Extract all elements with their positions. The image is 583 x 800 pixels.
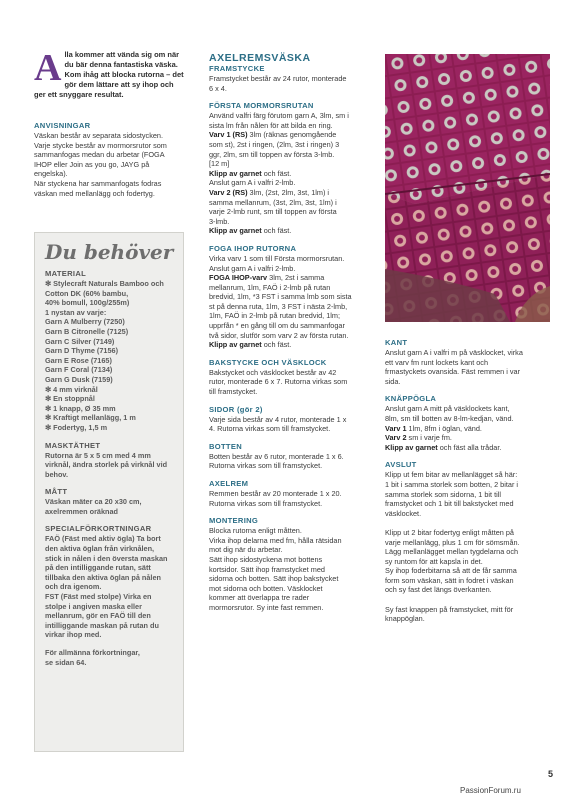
text-line: Klipp av garnet och fäst. [209,340,292,350]
gauge-body [45,451,181,480]
first-square-title: FÖRSTA MORMORSRUTAN [209,101,314,111]
page-number: 5 [548,769,554,779]
text-line: Sätt ihop sidostyckena mot bottens [209,554,323,564]
text-line: ✻ En stoppnål [45,394,95,404]
text-line: Väskan mäter ca 20 x30 cm, [45,497,142,507]
text-line: Sy fast knappen på framstycket, mitt för [385,604,514,614]
text-line: Klipp av garnet och fäst. [209,168,292,178]
mount-title: MONTERING [209,516,259,526]
text-line: form som väskan, sätt in fodret i väskan [385,575,514,585]
text-line: För allmänna förkortningar, [45,648,140,657]
bottom-title: BOTTEN [209,441,243,451]
join-title: FOGA IHOP RUTORNA [209,243,297,253]
text-line: rutor, monterade 6 x 7. Rutorna virkas som [209,377,348,387]
text-line: ✻ 4 mm virknål [45,384,98,394]
text-line: 1 nystan av varje: [45,307,107,317]
text-line: frmastyckets ovansida. Fäst remmen i var [385,367,521,377]
text-line: 40% bomull, 100g/255m) [45,298,130,308]
text-line: Framstycket består av 24 rutor, monterade [209,74,347,83]
text-line: och dra igenom. [45,582,102,592]
text-line: Varje sida består av 4 rutor, monterade 1 x [209,414,347,424]
text-line: FAÖ (Fäst med aktiv ögla) Ta bort [45,534,161,544]
text-line: varje 2-lmb runt, sm till toppen av första [209,207,337,217]
text-line: Lägg mellanlägget mellan tygdelarna och [385,547,519,557]
text-line: Blocka rutorna enligt måtten. [209,526,302,536]
text-line: väskan med mellanlägg och fodertyg. [34,188,155,198]
watermark: PassionForum.ru [460,786,521,795]
text-line: [12 m] [209,159,230,169]
text-line: Garn B Citronelle (7125) [45,326,129,336]
size-body [45,497,181,516]
text-line: ✻ 1 knapp, Ø 35 mm [45,403,116,413]
loop-body [385,404,550,452]
text-line: När styckena har sammanfogats fodras [34,178,162,188]
text-line: Klipp av garnet och fäst alla trådar. [385,442,502,452]
text-line: bredvid, 1lm, *3 FST i samma lmb som sista [209,292,352,302]
text-line: se sidan 64. [45,657,87,667]
text-line: upprfån * en gång till om du sammanfogar [209,321,345,331]
text-line: Remmen består av 20 monterade 1 x 20. [209,489,342,498]
crochet-bag-photo [385,54,550,322]
text-line: mormorsrutor. Sy inte fast remmen. [209,602,324,612]
text-line: två sidor, slutför som varv 2 av första rutan. [209,330,349,340]
strap-title: AXELREM [209,479,249,488]
text-line: Anslut garn A i valfri 2-lmb. [209,263,296,273]
material-title: MATERIAL [45,269,87,278]
text-line: Garn A Mulberry (7250) [45,317,125,327]
text-line: Klipp av garnet och fäst. [209,226,292,236]
text-line: ✻ Fodertyg, 1,5 m [45,422,108,432]
text-line: Varv 1 (RS) 3lm (räknas genomgående [209,130,337,140]
text-line: Använd valfri färg förutom garn A, 3lm, sm i [209,111,349,121]
text-line [385,518,550,528]
text-line: Anslut garn A i valfri 2-lmb. [209,178,296,188]
text-line: Virka ihop delarna med fm, hålla rätsidan [209,535,342,545]
text-line: varje mellanlägg, plus 1 cm för sömsmån. [385,537,520,547]
intro-block [34,47,184,100]
instructions-section [34,121,184,198]
finish-title: AVSLUT [385,460,417,470]
text-line: virknål, ändra storlek på virknål vid [45,460,168,470]
abbr-title: SPECIALFÖRKORTNINGAR [45,524,152,534]
instructions-title: ANVISNINGAR [34,121,91,130]
text-line: IHOP eller Join as you go, JAYG på [34,159,150,169]
text-line: Cotton DK (60% bambu, [45,288,129,298]
text-line: Virka varv 1 som till Första mormorsrutan. [209,253,345,263]
text-line: Anslut garn A i valfri m på väsklocket, virka [385,348,523,357]
text-line: mellanrum, 1lm, FAÖ i 2-lmb på rutan [209,282,331,292]
text-line: behov. [45,469,68,479]
text-line: till framstycket. [209,387,258,397]
intro-text: lla kommer att vända sig om när du bär denna fantastiska väska. Kom ihåg att blocka rutorna – det gör dem lättare att sy ihop och ger ett snyggare resultat. [34,50,184,99]
text-line: Klipp ut fem bitar av mellanlägget så här: [385,470,518,480]
instructions-body [34,131,184,198]
text-line: intilliggande maskan på rutan du [45,620,159,630]
text-line: ggr, 2lm, sm till toppen av första 3-lmb. [209,149,335,159]
back-body [209,368,375,397]
text-line: virkar ihop med. [45,630,102,640]
text-line: Garn E Rose (7165) [45,355,112,365]
more-abbr-note [45,648,181,667]
text-line: mot sidorna och botten. Väsklocket [209,583,323,593]
text-line: på den intilliggande rutan, sätt [45,563,151,573]
text-line: tillbaka den aktiva öglan på nålen [45,572,161,582]
text-line: den aktiva öglan från virknålen, [45,544,155,554]
finishing-column [385,338,550,624]
size-title: MÅTT [45,487,68,497]
text-line: Väskan består av separata sidostycken. [34,131,163,140]
loop-title: KNÄPPÖGLA [385,394,437,404]
text-line: st på denna ruta, 1lm, 3 FST i nästa 2-lmb, [209,301,348,311]
text-line: ett varv fm runt lockets kant och [385,357,489,367]
text-line: samma mellanrum, (3st, 2lm, 3st, 1lm) i [209,197,337,207]
text-line: 6 x 4. [209,83,227,93]
text-line: och sy fast det längs överkanten. [385,585,492,595]
finish-body [385,470,550,624]
front-title: FRAMSTYCKE [209,64,265,73]
text-line: Bakstycket och väsklocket består av 42 [209,367,337,377]
text-line: kommer att överlappa tre rader [209,593,310,603]
front-body [209,74,375,93]
pattern-column [209,52,375,613]
text-line: kortsidor. Sätt ihop framstycket med [209,564,325,574]
sides-body [209,415,375,434]
text-line: Garn F Coral (7134) [45,365,113,375]
join-body [209,254,375,350]
back-title: BAKSTYCKE OCH VÄSKLOCK [209,357,327,367]
text-line: 1 bit i samma storlek som botten, 2 bitar i [385,479,519,489]
text-line [385,595,550,605]
bottom-body [209,452,375,471]
text-line: sidorna och botten. Sätt ihop bakstycket [209,574,339,584]
text-line: sida. [385,376,401,386]
material-list [45,279,181,433]
text-line: Klipp ut 2 bitar fodertyg enligt måtten på [385,527,514,537]
text-line: Varv 2 sm i varje fm. [385,433,452,443]
text-line: framstycket och 1 bit till bakstycket med [385,499,514,509]
abbr-body [45,534,181,640]
text-line: Garn C Silver (7149) [45,336,115,346]
text-line: Varv 1 1lm, 8fm i öglan, vänd. [385,423,482,433]
text-line: ✻ Kraftigt mellanlägg, 1 m [45,413,136,423]
text-line: engelska). [34,169,68,179]
text-line: Anslut garn A mitt på väsklockets kant, [385,404,510,414]
text-line: ✻ Stylecraft Naturals Bamboo och [45,279,164,288]
text-line: Rutorna virkas som till framstycket. [209,461,323,471]
text-line: sammanfogas medan du arbetar (FOGA [34,150,165,160]
edge-body [385,348,550,386]
text-line: Garn D Thyme (7156) [45,346,118,356]
text-line: mot dig när du arbetar. [209,545,283,555]
text-line: 3-lmb. [209,216,230,226]
text-line: FST (Fäst med stolpe) Virka en [45,592,152,602]
text-line: 4. Rutorna virkas som till framstycket. [209,424,331,434]
dropcap: A [34,47,62,89]
text-line: knappöglan. [385,614,425,624]
text-line: sy runtom för att kapsla in det. [385,556,483,566]
text-line: stolpe i angiven maska eller [45,601,142,611]
text-line: stick in nålen i den översta maskan [45,553,168,563]
strap-body [209,489,375,508]
text-line: som st), 2st i ringen, (2lm, 3st i ringen) 3 [209,139,340,149]
text-line: Rutorna virkas som till framstycket. [209,498,323,508]
text-line: mellanrum, gör en FAÖ till den [45,611,151,621]
text-line: samma storlek som sidorna, 1 bit till [385,489,501,499]
text-line: väsklocket. [385,508,422,518]
materials-box [34,232,184,752]
text-line: Rutorna är 5 x 5 cm med 4 mm [45,450,151,460]
first-square-body [209,111,375,236]
pattern-title: AXELREMSVÄSKA [209,52,311,64]
text-line: Garn G Dusk (7159) [45,374,113,384]
sides-title: SIDOR (gör 2) [209,404,263,414]
text-line: axelremmen oräknad [45,506,119,516]
mount-body [209,526,375,612]
text-line: Varje stycke består av mormorsrutor som [34,140,167,150]
text-line: 8lm, sm till botten av 8-lm-kedjan, vänd. [385,413,514,423]
text-line: FOGA IHOP-varv 3lm, 2st i samma [209,273,325,283]
gauge-title: MASKTÄTHET [45,440,101,450]
text-line: Botten består av 6 rutor, monterade 1 x 6. [209,451,344,461]
text-line: Sy ihop foderbitarna så att de får samma [385,566,517,576]
text-line: Varv 2 (RS) 3lm, (2st, 2lm, 3st, 1lm) i [209,187,330,197]
text-line: sista lm från nålen för att bilda en ring. [209,120,333,130]
needs-title: Du behöver [45,240,174,264]
text-line: 1lm, FAÖ in 2-lmb på rutan bredvid, 1lm; [209,311,340,321]
edge-title: KANT [385,338,408,347]
